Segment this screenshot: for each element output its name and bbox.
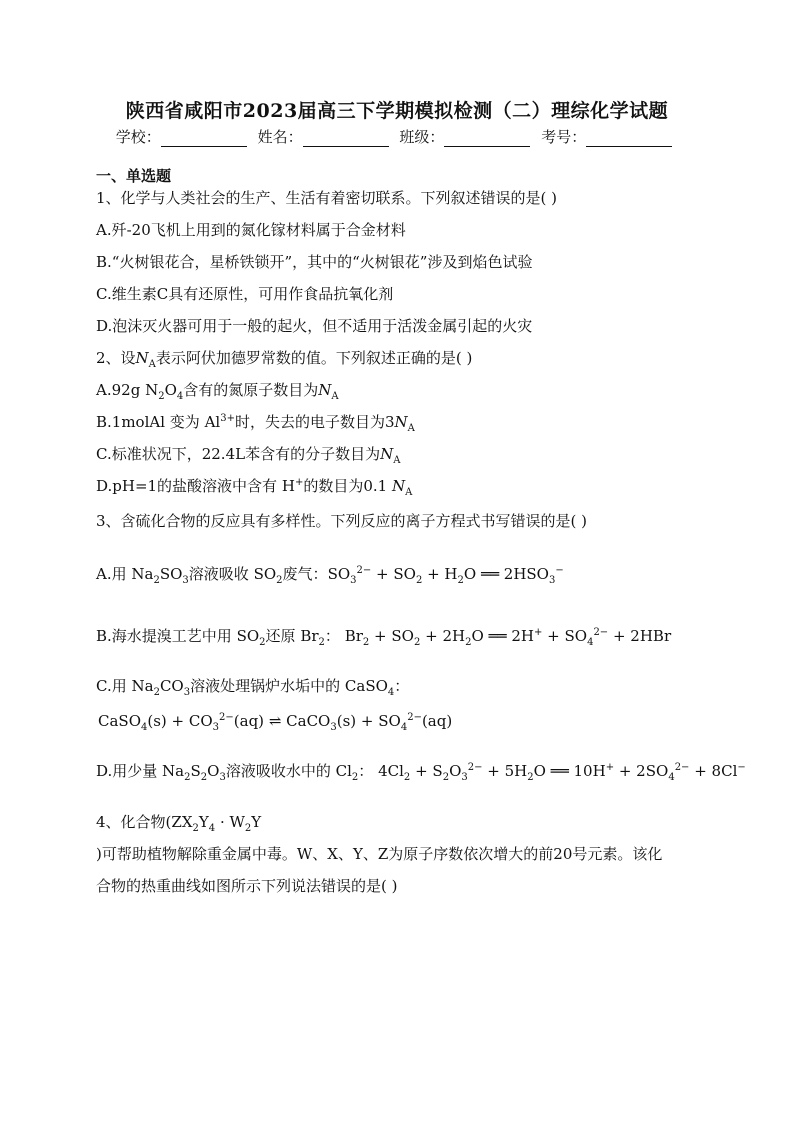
na2so3-formula: $Na_2SO_3$ [131,565,189,586]
q3-option-a [96,564,564,584]
q2-a-pre: A.92g [96,381,141,399]
exam-no-field [541,126,678,147]
q3-c-pre: C.用 [96,677,127,695]
q1-option-a: A.歼-20飞机上用到的氮化镓材料属于合金材料 [96,221,406,239]
school-field [116,126,253,147]
na-symbol: $N_A$ [380,445,401,466]
compound-formula: $ZX_2Y_4 \cdot W_2Y$ [171,813,262,834]
q2-c-pre: C.标准状况下，22.4L苯含有的分子数目为 [96,445,381,463]
equilibrium-arrow-icon: ⇌ [268,712,282,730]
q3-option-b [96,626,671,646]
exam-no-label: 考号： [541,128,587,146]
q3-d-pre: D.用少量 [96,762,158,780]
q1-stem: 1、化学与人类社会的生产、生活有着密切联系。下列叙述错误的是( ) [96,189,558,207]
n2o4-formula: $N_2O_4$ [145,381,184,402]
q3-d-equation: $4Cl_2 + S_2O_3^{2-} + 5H_2O$ ══ $10H^+ + 2SO_4^{2-} + 8Cl^-$ [378,762,746,783]
section-heading: 一、单选题 [96,167,172,185]
q2-option-b [96,412,415,432]
q2-b-pre: B.1molAl 变为 [96,413,200,431]
q2-option-d [96,476,412,496]
school-blank[interactable] [161,134,247,147]
q3-a-post: 废气： [282,565,328,583]
q3-option-c [96,676,409,696]
q2-option-a [96,380,339,400]
q4-stem-line1 [96,812,261,832]
q1-option-d: D.泡沫灭火器可用于一般的起火，但不适用于活泼金属引起的火灾 [96,317,533,335]
so2-formula: $SO_2$ [253,565,283,586]
q3-option-d [96,761,746,781]
student-info-row [0,126,794,147]
q2-d-post: 的数目为0.1 [303,477,388,495]
na2co3-formula: $Na_2CO_3$ [131,677,191,698]
class-field [399,126,536,147]
name-blank[interactable] [303,134,389,147]
q4-stem-line3: 合物的热重曲线如图所示下列说法错误的是( ) [96,877,398,895]
q3-a-equation: $SO_3^{2-} + SO_2 + H_2O$ ══ $2HSO_3^-$ [327,565,564,586]
q2-stem [96,348,472,368]
exam-no-blank[interactable] [586,134,672,147]
q4-stem-pre: 4、化合物( [96,813,172,831]
na-symbol: $N_A$ [394,413,415,434]
class-label: 班级： [399,128,445,146]
q2-stem-pre: 2、设 [96,349,136,367]
h-ion: H+ [281,477,304,495]
q3-a-mid: 溶液吸收 [188,565,249,583]
class-blank[interactable] [444,134,530,147]
q4-stem-line2: )可帮助植物解除重金属中毒。W、X、Y、Z为原子序数依次增大的前20号元素。该化 [96,845,663,863]
name-field [258,126,395,147]
q2-d-pre: D.pH=1的盐酸溶液中含有 [96,477,278,495]
na2s2o3-formula: $Na_2S_2O_3$ [162,762,226,783]
na-symbol: $N_A$ [318,381,339,402]
q3-c-mid: 溶液处理锅炉水垢中的 [190,677,341,695]
name-label: 姓名： [257,128,303,146]
na-symbol: $N_A$ [391,477,413,498]
q3-b-pre: B.海水提溴工艺中用 [96,627,232,645]
school-label: 学校： [115,128,161,146]
q1-option-c: C.维生素C具有还原性，可用作食品抗氧化剂 [96,285,394,303]
q2-b-post: 时，失去的电子数目为3 [234,413,395,431]
q3-b-equation: $Br_2 + SO_2 + 2H_2O$ ══ $2H^+ + SO_4^{2-} + 2HBr$ [344,627,672,648]
q2-a-post: 含有的氮原子数目为 [183,381,319,399]
caso4-formula: CaSO$_4$： [344,677,410,698]
so2-formula: $SO_2$ [236,627,266,648]
q3-d-mid: 溶液吸收水中的 [225,762,331,780]
br2-formula: $Br_2$： [300,627,340,648]
q3-b-mid: 还原 [265,627,296,645]
al3-ion: $Al^{3+}$ [204,413,235,431]
q3-a-pre: A.用 [96,565,127,583]
q3-stem: 3、含硫化合物的反应具有多样性。下列反应的离子方程式书写错误的是( ) [96,512,588,530]
cl2-formula: $Cl_2$： [335,762,374,783]
na-symbol: $N_A$ [135,349,156,370]
q2-option-c [96,444,400,464]
page-title: 陕西省咸阳市2023届高三下学期模拟检测（二）理综化学试题 [125,100,669,122]
q2-stem-post: 表示阿伏加德罗常数的值。下列叙述正确的是( ) [155,349,473,367]
q3-c-equation: CaSO$_4$(s) + $CO_3^{2-}(aq)$ ⇌ CaCO$_3$(s) + $SO_4^{2-}(aq)$ [98,712,453,733]
q1-option-b: B.“火树银花合，星桥铁锁开”，其中的“火树银花”涉及到焰色试验 [96,253,533,271]
